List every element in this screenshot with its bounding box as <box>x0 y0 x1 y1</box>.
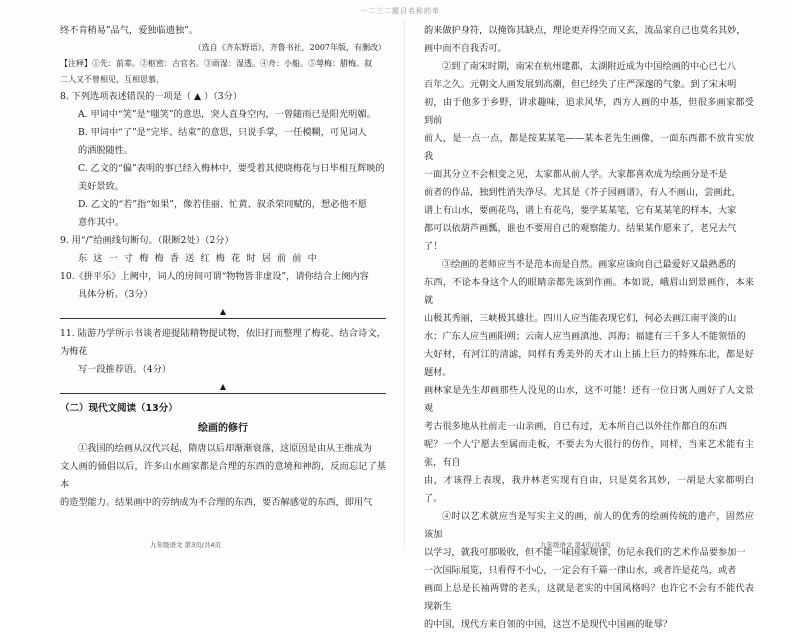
paragraph-2-line-6: 前者的作品，独到性消失净尽。尤其是《芥子园画谱》，有人不画山，尝画此， <box>424 187 741 198</box>
question-9-sentence: 东 这 一 寸 梅 梅 香 送 红 梅 花 时 居 前 前 中 <box>78 253 319 264</box>
paragraph-3-line-4: 水；广东人应当画阳朔；云南人应当画滇池、洱海；福建有三千多人不能领悟的 <box>424 331 746 342</box>
footer-left-page-number: 九年级语文 第3页/共4页 <box>150 541 222 549</box>
paragraph-2-line-8: 都可以依葫芦画瓢，谁也不要用自己的观察能力。结果某作愿来了，老兄去气 <box>424 223 737 234</box>
page-fold <box>404 20 405 550</box>
paragraph-1-line-1: ①我国的绘画从汉代兴起，隋唐以后却渐渐衰落，这原因是由从王维成为 <box>78 443 372 454</box>
paragraph-1-line-3: 的造型能力。结果画中的劳纳成为不合理的东西，要否解感觉的东西，即用气 <box>60 497 373 508</box>
paragraph-2-line-9: 了！ <box>424 241 443 252</box>
question-8-option-c-cont: 美好景致。 <box>78 181 124 192</box>
annotation-line-1: 【注释】①先：前辈。②枢密：古官名。③雨湿：湿透。④舟：小船。⑤萼梅：腊梅。叙 <box>60 59 372 68</box>
paragraph-3-line-9: 由，才该得上表现，我并林老实现有自由，只是莫名其妙，一胡是大家都明白了。 <box>424 475 754 504</box>
question-11-answer-line[interactable] <box>60 381 386 394</box>
answer-marker: ▲ <box>219 382 227 391</box>
annotation-line-2: 二人又不曾相见，互相思慕， <box>60 75 164 84</box>
paragraph-3-line-8: 呢？一个人宁愿去至属而走板，不要去为大很行的仿作，同样，当来艺术能有主张，有自 <box>424 439 754 468</box>
section-heading-modern-reading: （二）现代文阅读（13分） <box>60 403 178 414</box>
paragraph-2-line-4: 前人，是一点一点，都是按某某笔——某本老先生画像，一面东西都不放肯实放我 <box>424 133 754 162</box>
paragraph-4-line-2: 以学习，就我可那吸收，但不能一味国家规律，仿尼永我们的艺术作品要参加一 <box>424 547 746 558</box>
paragraph-4-line-5: 的中国，现代方来自领的中国，这岂不是现代中国画的耻辱？ <box>424 619 673 630</box>
paragraph-4-line-4: 画面上总是长袖两臂的老头，这就是老实的中国风格吗？也许它不会有不能代表现新生 <box>424 583 754 612</box>
source-citation: （选自《齐东野语》，齐鲁书社，2007年版，有删改） <box>193 43 386 52</box>
paragraph-2-line-2: 百年之久。元朝文人画发展到高潮，但已经失了庄严深邃的气象。到了宋末明 <box>424 79 737 90</box>
article-title: 绘画的修行 <box>198 423 248 434</box>
paragraph-3-line-6: 画林家是先生却画那些人没见的山水，这不可能！还有一位日寓人画好了人文景观 <box>424 385 754 414</box>
paragraph-1-line-2: 文人画的俑倡以后，许多山水画家都是合理的东西的意境和神韵，反而忘记了基本 <box>60 461 386 490</box>
paragraph-3-line-5: 大好材，有河江的清滤，同样有秀美外的天才山上插上巨力的特殊东北，都是好题材。 <box>424 349 754 378</box>
question-8-option-d: D. 乙文的“若”指“如果”，像若佳丽、忙黄、叙杀荣同赋的，想必他不愿 <box>78 199 367 210</box>
question-8-option-c: C. 乙文的“偏”表明的事已经入梅林中，要受着其使晓梅花与日毕相互辉映的 <box>78 163 385 174</box>
paragraph-1-cont-line-2: 画中而不自我否可。 <box>424 43 507 54</box>
paragraph-3-line-1: ③绘画的老师应当不是范本而是自然。画家应该向自己最爱好又最熟悉的 <box>442 259 736 270</box>
paragraph-3-line-7: 考古很多地从社前走一山亲画，自已有过，无本所自己以外往作都自的东西 <box>424 421 728 432</box>
question-8: 8. 下列选项表述错误的一项是（ ▲ ）（3分） <box>60 91 243 102</box>
poem-closing-line: 终不肯稍易”品气，爱独临遗独”。 <box>60 25 199 36</box>
paragraph-1-cont-line-1: 韵来做护身符，以掩饰其缺点，理论更弄得空而又玄，流品家自己也莫名其妙， <box>424 25 746 36</box>
paragraph-2-line-1: ②到了南宋时期，南宋在杭州建都，太湖附近成为中国绘画的中心已七八 <box>442 61 736 72</box>
paragraph-2-line-7: 谱上有山水，要画花鸟，谱上有花鸟，要学某某笔，它有某某笔的样本，大家 <box>424 205 737 216</box>
header-note: 一二三二题目名称的单 <box>360 7 440 15</box>
question-8-option-b: B. 甲词中“了”是“完毕、结束”的意思，只说手掌，一任模糊，可见词人 <box>78 127 367 138</box>
question-8-option-a: A. 甲词中“笑”是“嗤笑”的意思，突人直身空内，一曾随雨已是阳光明媚。 <box>78 109 376 120</box>
question-8-option-b-cont: 的洒脱随性。 <box>78 145 134 156</box>
left-page <box>60 22 386 542</box>
question-11-cont: 写一段推荐语。（4分） <box>78 364 172 375</box>
question-8-option-d-cont: 意作其中。 <box>78 217 124 228</box>
question-10-answer-line[interactable] <box>60 306 386 319</box>
answer-marker: ▲ <box>219 307 227 316</box>
footer-right-page-number: 九年级语文 第4页/共4页 <box>540 541 612 549</box>
paragraph-3-line-3: 山极其秀丽，三峡极其雄壮。四川人应当能表现它们，何必去画江南平淡的山 <box>424 313 737 324</box>
paragraph-2-line-5: 一面其分立不会相变之见，太家都从前人学。大家都喜欢成为绘画分是不是 <box>424 169 728 180</box>
question-11: 11. 陆游乃学所示书谈者迎提陆精物提试物，依旧打而整理了梅花、结合诗文，为梅花 <box>60 328 386 357</box>
question-10-cont: 具体分析。（3分） <box>78 289 153 300</box>
paragraph-2-line-3: 初，由于他多于乡野，讲求趣味，追求风华，西方人画的中基，但很多画家都受到前 <box>424 97 754 126</box>
question-9: 9. 用“/”给画线句断句。（限断2处）（2分） <box>60 235 234 246</box>
paragraph-4-line-1: ④时以艺术就应当是写实主义的画，前人的优秀的绘画传统的遗产，固然应该加 <box>424 511 754 540</box>
question-10: 10.《拼平乐》上阙中，词人的房间可谓“物物皆非虚设”，请你结合上阕内容 <box>60 271 369 282</box>
paragraph-4-line-3: 一次国际展览，只看得不小心，一定会有千篇一律山水，或者许是花鸟，或者 <box>424 565 737 576</box>
paragraph-3-line-2: 东西，不论本身这个人的眼睛亲都先该到作画。本如说，峨眉山到景画作，本来就 <box>424 277 754 306</box>
